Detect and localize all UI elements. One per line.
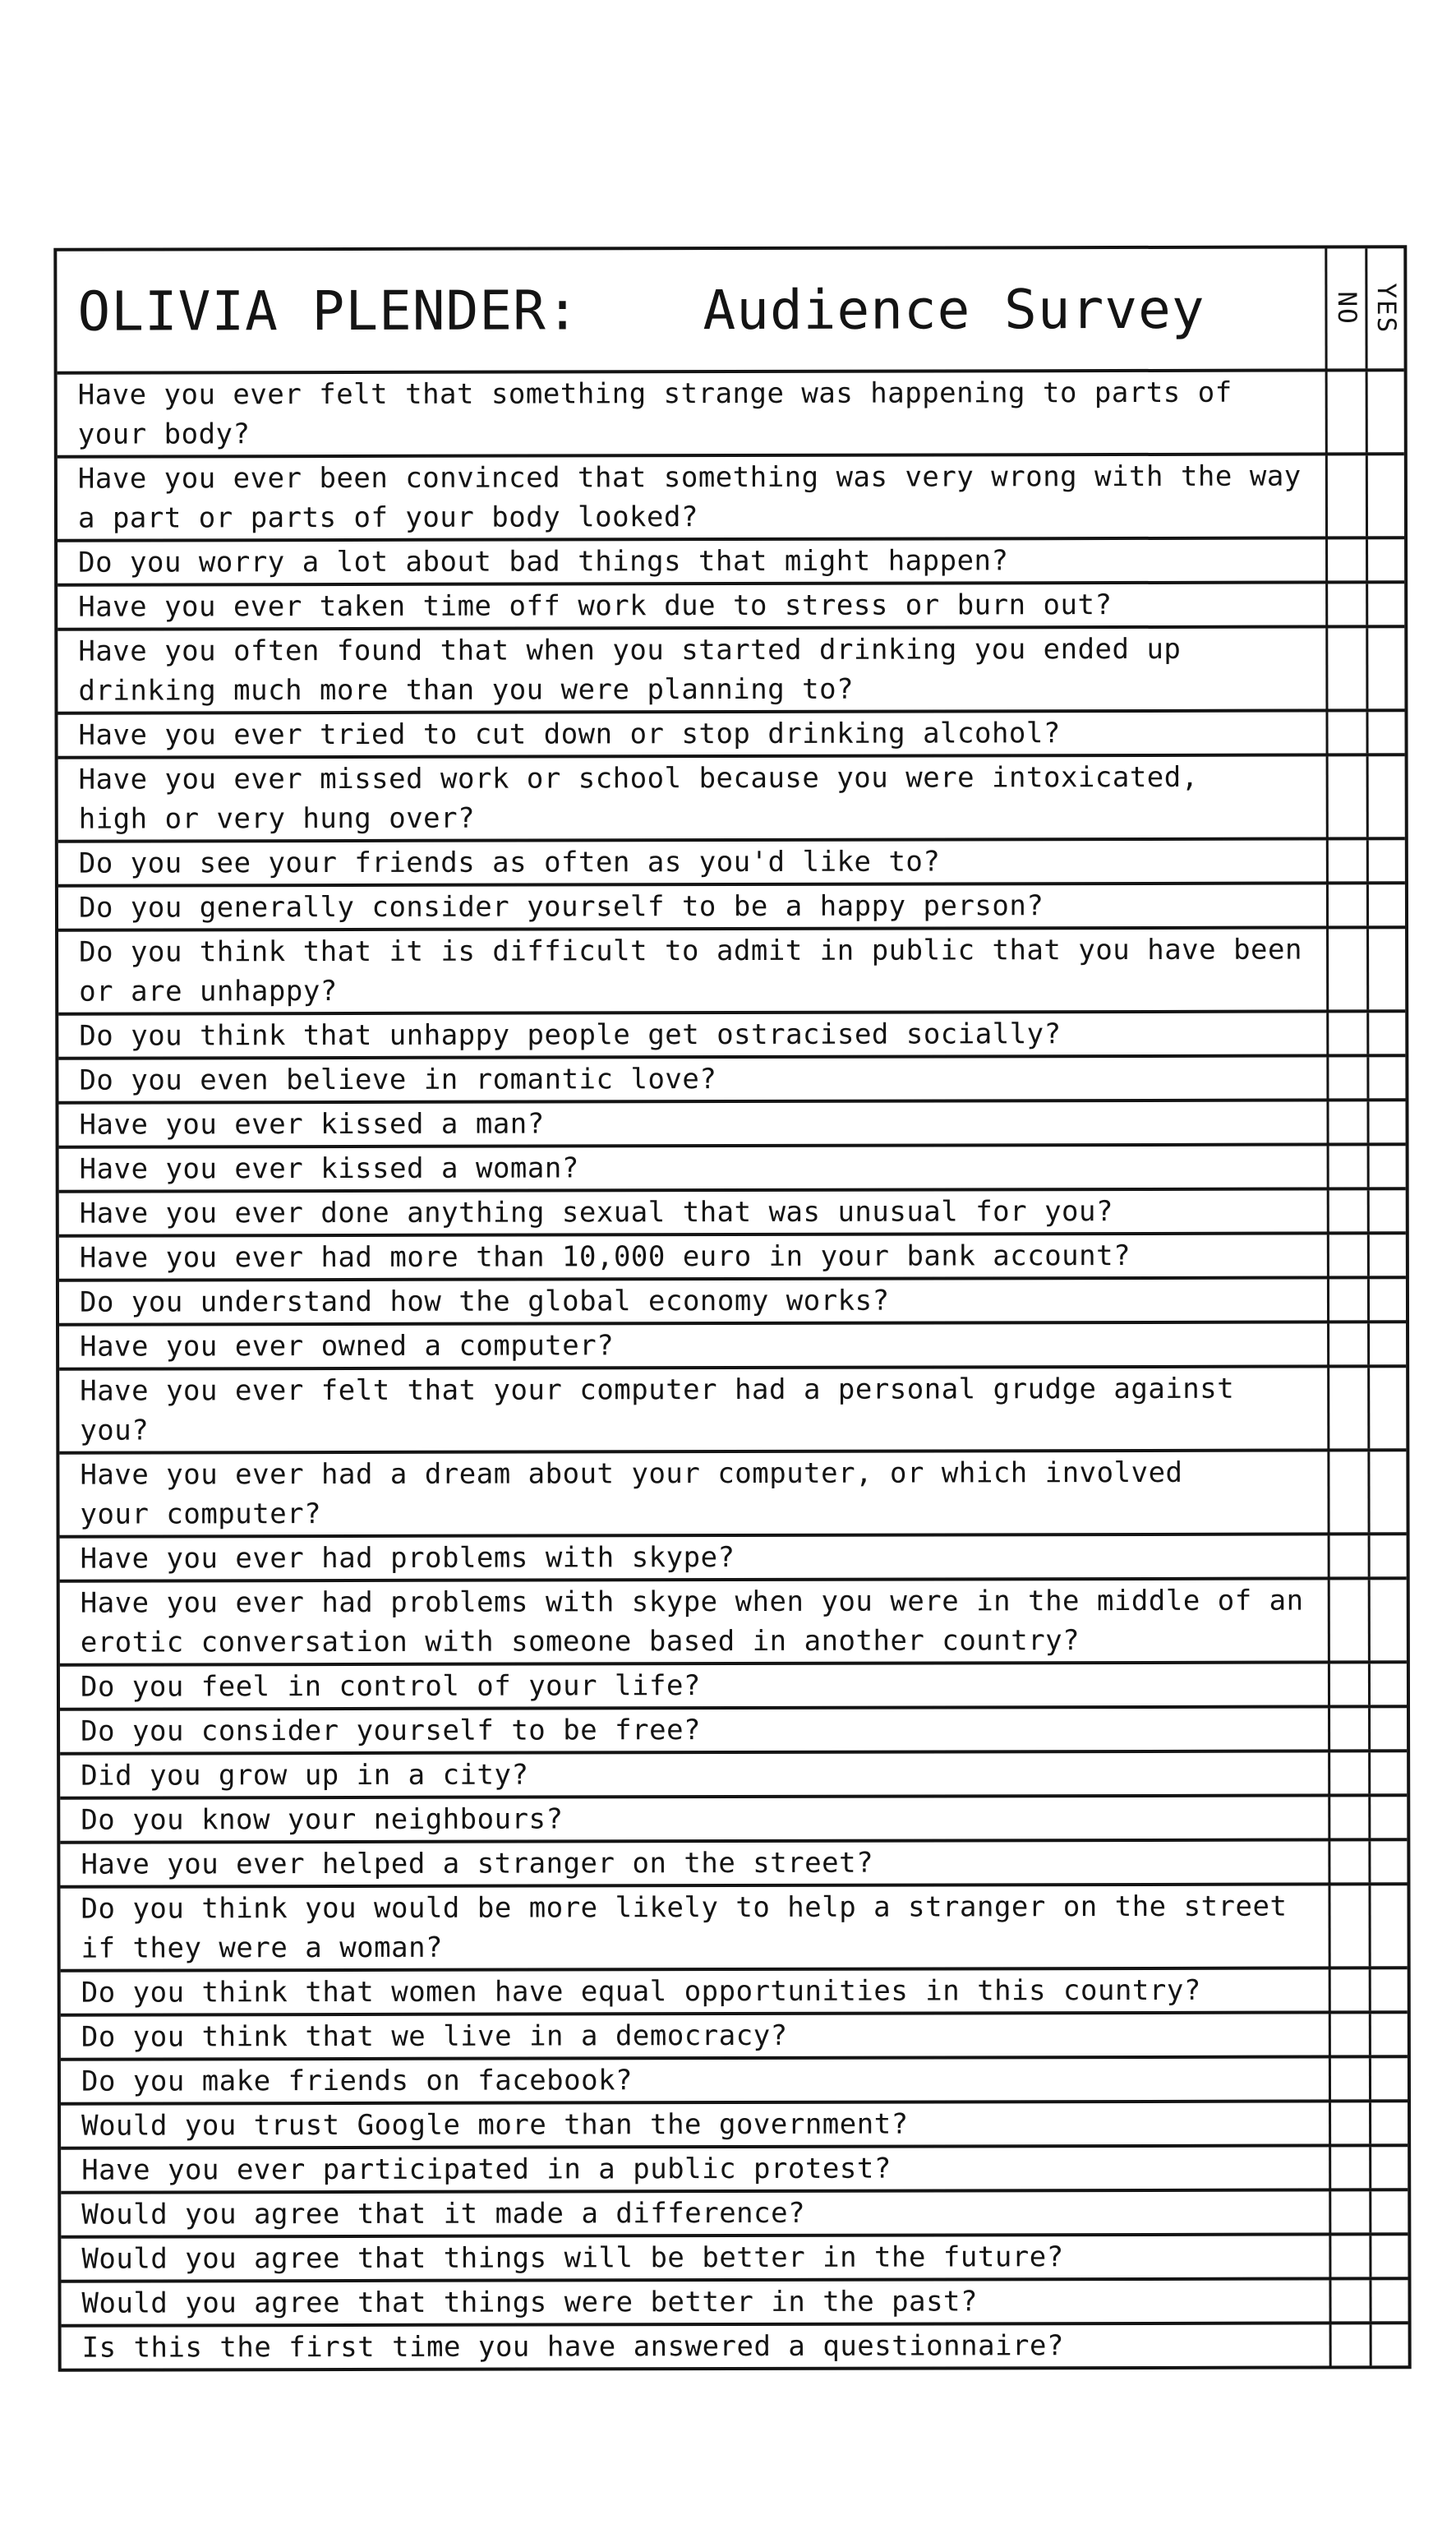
question-text: Do you think you would be more likely to help a stranger on the street if they were a woman? (81, 1890, 1288, 1965)
no-answer-cell[interactable] (1325, 455, 1366, 536)
no-answer-cell[interactable] (1327, 1323, 1367, 1364)
question-row (60, 1882, 1407, 1968)
table-header-row (57, 248, 1403, 371)
question-row (60, 1576, 1407, 1663)
question-text: Have you ever been convinced that something was very wrong with the way a part or parts of your body looked? (77, 459, 1302, 535)
question-row (58, 452, 1404, 538)
no-answer-cell[interactable] (1328, 1841, 1368, 1882)
survey-table (53, 245, 1411, 2371)
no-answer-cell[interactable] (1329, 2147, 1369, 2188)
no-answer-cell[interactable] (1328, 1580, 1368, 1660)
survey-subtitle: Audience Survey (703, 277, 1205, 342)
question-row (58, 753, 1405, 839)
question-row (61, 2055, 1408, 2102)
yes-answer-cell[interactable] (1368, 1535, 1407, 1576)
question-row (58, 1009, 1405, 1056)
question-row (61, 2232, 1408, 2279)
question-text: Have you ever done anything sexual that was unusual for you? (79, 1195, 1113, 1230)
question-row (61, 2143, 1408, 2190)
question-text: Is this the first time you have answered a questionnaire? (81, 2329, 1064, 2365)
question-row (61, 2188, 1408, 2235)
no-answer-cell[interactable] (1327, 1451, 1367, 1532)
question-text: Do you see your friends as often as you'd like to? (78, 845, 941, 880)
question-text: Have you ever tried to cut down or stop drinking alcohol? (78, 717, 1061, 752)
no-answer-cell[interactable] (1329, 2236, 1369, 2277)
question-row (58, 881, 1405, 928)
question-row (60, 1660, 1407, 1707)
no-answer-cell[interactable] (1325, 712, 1366, 753)
no-answer-cell[interactable] (1328, 1752, 1368, 1793)
yes-answer-cell[interactable] (1366, 1013, 1405, 1054)
question-text: Do you think that women have equal opportunities in this country? (81, 1973, 1201, 2010)
no-answer-cell[interactable] (1326, 1057, 1366, 1098)
question-row (58, 708, 1404, 755)
no-answer-cell[interactable] (1329, 2014, 1369, 2055)
yes-answer-cell[interactable] (1369, 1969, 1408, 2010)
question-text: Have you ever taken time off work due to stress or burn out? (78, 588, 1113, 624)
question-text: Do you worry a lot about bad things that might happen? (78, 544, 1009, 579)
yes-answer-cell[interactable] (1369, 2236, 1408, 2277)
no-answer-cell[interactable] (1327, 1190, 1367, 1231)
question-text: Have you ever missed work or school because you were intoxicated, high or very hung over? (78, 760, 1199, 836)
question-text: Do you generally consider yourself to be a happy person? (78, 889, 1044, 925)
question-text: Have you ever felt that your computer had a personal grudge against you? (80, 1372, 1235, 1447)
question-text: Would you trust Google more than the government? (81, 2107, 909, 2143)
yes-column-header (1365, 248, 1403, 368)
no-answer-cell[interactable] (1328, 1708, 1368, 1749)
question-row (58, 1098, 1405, 1145)
yes-answer-cell[interactable] (1369, 2102, 1408, 2143)
yes-answer-cell[interactable] (1368, 1708, 1407, 1749)
question-text: Do you know your neighbours? (81, 1802, 564, 1837)
yes-answer-cell[interactable] (1369, 2058, 1408, 2099)
question-text: Do you think that we live in a democracy? (81, 2019, 788, 2054)
no-answer-cell[interactable] (1329, 2058, 1369, 2099)
question-row (60, 1793, 1407, 1840)
question-text: Do you feel in control of your life? (80, 1669, 701, 1704)
no-answer-cell[interactable] (1326, 884, 1366, 925)
question-text: Have you often found that when you started drinking you ended up drinking much more than you were planning to? (78, 632, 1182, 708)
no-column-header (1325, 248, 1365, 368)
yes-answer-cell[interactable] (1368, 1663, 1407, 1705)
yes-answer-cell[interactable] (1366, 840, 1405, 881)
yes-answer-cell[interactable] (1368, 1797, 1407, 1838)
yes-answer-cell[interactable] (1366, 628, 1404, 708)
question-text: Do you make friends on facebook? (81, 2064, 634, 2098)
yes-answer-cell[interactable] (1366, 584, 1404, 625)
no-answer-cell[interactable] (1325, 628, 1366, 708)
question-row (58, 536, 1404, 583)
question-text: Do you think that it is difficult to admit in public that you have been or are unhappy? (79, 933, 1302, 1008)
yes-answer-cell[interactable] (1369, 2191, 1408, 2232)
question-text: Did you grow up in a city? (81, 1758, 529, 1793)
question-row (60, 1838, 1407, 1885)
yes-answer-cell[interactable] (1369, 2280, 1408, 2321)
yes-answer-cell[interactable] (1366, 929, 1405, 1009)
question-text: Have you ever kissed a man? (79, 1107, 545, 1142)
no-answer-cell[interactable] (1326, 756, 1366, 837)
question-text: Would you agree that it made a difference? (81, 2196, 806, 2231)
no-answer-cell[interactable] (1328, 1663, 1368, 1705)
question-row (58, 625, 1404, 711)
yes-answer-cell[interactable] (1367, 1323, 1406, 1364)
no-answer-cell[interactable] (1329, 2102, 1369, 2143)
question-row (58, 368, 1404, 455)
no-answer-cell[interactable] (1325, 539, 1366, 580)
question-text: Have you ever participated in a public protest? (81, 2152, 892, 2187)
no-answer-cell[interactable] (1329, 1969, 1369, 2010)
no-answer-cell[interactable] (1328, 1885, 1368, 1966)
yes-answer-cell[interactable] (1369, 2147, 1408, 2188)
question-row (61, 2099, 1408, 2146)
no-answer-cell[interactable] (1328, 1535, 1368, 1576)
question-row (59, 1142, 1406, 1189)
question-row (59, 1320, 1406, 1367)
no-answer-cell[interactable] (1325, 584, 1366, 625)
no-column-label: NO (1331, 291, 1362, 326)
question-row (58, 580, 1404, 627)
yes-answer-cell[interactable] (1367, 1368, 1406, 1448)
no-answer-cell[interactable] (1326, 1101, 1366, 1142)
yes-answer-cell[interactable] (1366, 1101, 1405, 1142)
yes-answer-cell[interactable] (1368, 1841, 1407, 1882)
yes-answer-cell[interactable] (1366, 455, 1404, 536)
yes-answer-cell[interactable] (1367, 1451, 1406, 1532)
question-text: Have you ever had a dream about your computer, or which involved your computer? (80, 1456, 1183, 1531)
yes-answer-cell[interactable] (1370, 2324, 1408, 2365)
question-row (61, 2010, 1408, 2057)
question-text: Do you even believe in romantic love? (79, 1063, 717, 1097)
artist-name: OLIVIA PLENDER: (77, 278, 580, 344)
question-text: Have you ever felt that something strange was happening to parts of your body? (77, 376, 1233, 451)
question-text: Have you ever kissed a woman? (79, 1151, 579, 1186)
survey-title (57, 248, 1325, 371)
question-text: Would you agree that things were better in the past? (81, 2285, 979, 2320)
question-text: Have you ever had problems with skype when you were in the middle of an erotic conversation with someone based in another country? (80, 1584, 1304, 1659)
yes-answer-cell[interactable] (1366, 756, 1405, 837)
question-row (59, 1187, 1406, 1234)
question-row (58, 1054, 1405, 1101)
no-answer-cell[interactable] (1327, 1279, 1367, 1320)
question-row (59, 1276, 1406, 1322)
yes-answer-cell[interactable] (1366, 712, 1404, 753)
question-text: Have you ever owned a computer? (80, 1329, 615, 1364)
question-row (58, 837, 1405, 884)
no-answer-cell[interactable] (1327, 1234, 1367, 1276)
yes-answer-cell[interactable] (1366, 371, 1404, 452)
yes-answer-cell[interactable] (1369, 2014, 1408, 2055)
no-answer-cell[interactable] (1329, 2191, 1369, 2232)
question-row (60, 1749, 1407, 1796)
question-text: Do you understand how the global economy works? (79, 1284, 890, 1319)
yes-answer-cell[interactable] (1366, 539, 1404, 580)
question-row (59, 1364, 1406, 1451)
question-row (60, 1705, 1407, 1751)
yes-answer-cell[interactable] (1367, 1234, 1406, 1276)
yes-answer-cell[interactable] (1367, 1279, 1406, 1320)
yes-answer-cell[interactable] (1367, 1190, 1406, 1231)
yes-answer-cell[interactable] (1368, 1752, 1407, 1793)
question-row (59, 1231, 1406, 1278)
question-text: Have you ever had problems with skype? (80, 1540, 735, 1576)
question-text: Do you consider yourself to be free? (81, 1714, 702, 1748)
no-answer-cell[interactable] (1328, 1797, 1368, 1838)
yes-answer-cell[interactable] (1367, 1146, 1406, 1187)
question-row (58, 925, 1405, 1012)
yes-answer-cell[interactable] (1368, 1885, 1407, 1966)
question-text: Would you agree that things will be better in the future? (81, 2240, 1064, 2276)
no-answer-cell[interactable] (1327, 1146, 1367, 1187)
no-answer-cell[interactable] (1326, 1013, 1366, 1054)
yes-column-label: YES (1371, 283, 1402, 335)
no-answer-cell[interactable] (1326, 840, 1366, 881)
yes-answer-cell[interactable] (1366, 1057, 1405, 1098)
question-row (62, 2321, 1408, 2368)
no-answer-cell[interactable] (1326, 929, 1366, 1009)
no-answer-cell[interactable] (1327, 1368, 1367, 1448)
question-row (60, 1532, 1407, 1579)
yes-answer-cell[interactable] (1366, 884, 1405, 925)
yes-answer-cell[interactable] (1368, 1580, 1407, 1660)
question-text: Have you ever helped a stranger on the street? (81, 1846, 874, 1881)
question-row (61, 2277, 1408, 2323)
no-answer-cell[interactable] (1329, 2324, 1370, 2365)
no-answer-cell[interactable] (1325, 371, 1366, 452)
no-answer-cell[interactable] (1329, 2280, 1369, 2321)
question-row (59, 1448, 1406, 1534)
question-row (61, 1966, 1408, 2013)
question-text: Have you ever had more than 10,000 euro in your bank account? (79, 1239, 1131, 1275)
question-text: Do you think that unhappy people get ostracised socially? (79, 1017, 1062, 1053)
